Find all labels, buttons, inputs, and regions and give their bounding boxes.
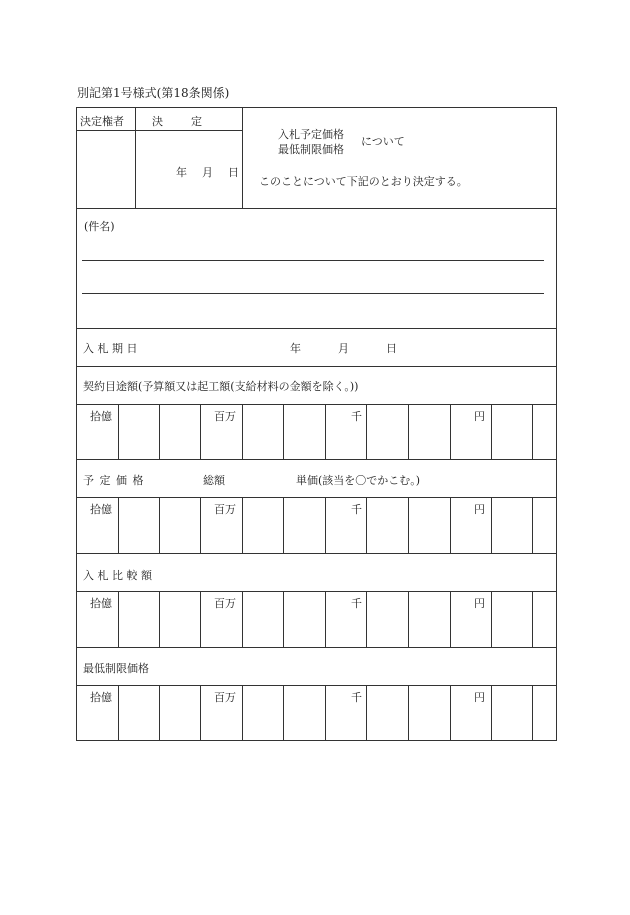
- amount-digit-cell-divider: [491, 591, 492, 647]
- amount-digit-cell-divider: [242, 404, 243, 459]
- amount-unit-label-oku: 拾億: [90, 691, 112, 704]
- amount-digit-cell-divider: [242, 497, 243, 553]
- planned-price-unit-price-label[interactable]: 単価(該当を〇でかこむ。): [296, 474, 421, 487]
- amount-digit-cell-divider: [408, 591, 409, 647]
- amount-digit-cell-divider: [200, 591, 201, 647]
- amount-digit-cell-divider: [450, 404, 451, 459]
- header-divider: [76, 130, 242, 131]
- amount-digit-cell-divider: [408, 404, 409, 459]
- amount-unit-label-thousand: 千: [351, 503, 362, 516]
- amount-digit-cell-divider: [366, 685, 367, 740]
- amount-digit-cell-divider: [200, 404, 201, 459]
- amount-unit-label-million: 百万: [214, 503, 236, 516]
- case-name-line[interactable]: [82, 293, 544, 294]
- amount-unit-label-yen: 円: [474, 597, 485, 610]
- row-divider: [76, 553, 557, 554]
- planned-price-title: 予 定 価 格: [83, 474, 145, 487]
- amount-digit-cell-divider: [325, 404, 326, 459]
- row-divider: [76, 328, 557, 329]
- bid-date-label: 入 札 期 日: [83, 342, 138, 355]
- amount-unit-label-yen: 円: [474, 691, 485, 704]
- amount-digit-cell-divider: [242, 685, 243, 740]
- planned-price-total-label[interactable]: 総額: [203, 474, 225, 487]
- frame-left: [76, 107, 77, 741]
- subject-about: について: [361, 135, 405, 148]
- amount-digit-cell-divider: [325, 497, 326, 553]
- row-divider: [76, 591, 557, 592]
- amount-unit-label-thousand: 千: [351, 597, 362, 610]
- subject-line-minimum-price: 最低制限価格: [278, 143, 344, 156]
- amount-digit-cell-divider: [491, 497, 492, 553]
- amount-digit-cell-divider: [532, 404, 533, 459]
- amount-digit-cell-divider: [200, 685, 201, 740]
- bid-comparison-title: 入 札 比 較 額: [83, 569, 152, 582]
- amount-digit-cell-divider: [532, 591, 533, 647]
- amount-digit-cell-divider: [159, 404, 160, 459]
- amount-unit-label-oku: 拾億: [90, 503, 112, 516]
- amount-digit-cell-divider: [159, 685, 160, 740]
- amount-digit-cell-divider: [532, 685, 533, 740]
- amount-digit-cell-divider: [366, 591, 367, 647]
- amount-digit-cell-divider: [118, 404, 119, 459]
- amount-unit-label-thousand: 千: [351, 410, 362, 423]
- amount-digit-cell-divider: [450, 591, 451, 647]
- case-name-label: (件名): [84, 220, 115, 233]
- amount-digit-cell-divider: [159, 591, 160, 647]
- amount-digit-cell-divider: [366, 497, 367, 553]
- row-divider: [76, 685, 557, 686]
- amount-digit-cell-divider: [366, 404, 367, 459]
- header-divider: [242, 107, 243, 209]
- amount-digit-cell-divider: [325, 591, 326, 647]
- amount-unit-label-million: 百万: [214, 597, 236, 610]
- frame-top: [76, 107, 557, 108]
- amount-digit-cell-divider: [242, 591, 243, 647]
- case-name-line[interactable]: [82, 260, 544, 261]
- amount-digit-cell-divider: [450, 497, 451, 553]
- amount-digit-cell-divider: [283, 497, 284, 553]
- subject-line-planned-price: 入札予定価格: [278, 128, 344, 141]
- amount-digit-cell-divider: [408, 497, 409, 553]
- amount-digit-cell-divider: [532, 497, 533, 553]
- amount-digit-cell-divider: [118, 497, 119, 553]
- row-divider: [76, 404, 557, 405]
- header-divider: [135, 107, 136, 209]
- amount-unit-label-thousand: 千: [351, 691, 362, 704]
- amount-digit-cell-divider: [450, 685, 451, 740]
- amount-unit-label-yen: 円: [474, 503, 485, 516]
- row-divider: [76, 497, 557, 498]
- amount-unit-label-million: 百万: [214, 410, 236, 423]
- row-divider: [76, 459, 557, 460]
- row-divider: [76, 366, 557, 367]
- frame-right: [556, 107, 557, 741]
- amount-unit-label-oku: 拾億: [90, 410, 112, 423]
- bid-date-day[interactable]: 日: [386, 342, 397, 355]
- amount-digit-cell-divider: [118, 685, 119, 740]
- frame-bottom: [76, 740, 557, 741]
- header-divider: [76, 208, 557, 209]
- minimum-price-title: 最低制限価格: [83, 662, 149, 675]
- form-title: 別記第1号様式(第18条関係): [77, 86, 230, 100]
- amount-digit-cell-divider: [283, 404, 284, 459]
- amount-digit-cell-divider: [325, 685, 326, 740]
- amount-digit-cell-divider: [491, 685, 492, 740]
- amount-digit-cell-divider: [491, 404, 492, 459]
- amount-digit-cell-divider: [200, 497, 201, 553]
- amount-digit-cell-divider: [283, 685, 284, 740]
- bid-date-month[interactable]: 月: [338, 342, 349, 355]
- decision-text: このことについて下記のとおり決定する。: [259, 175, 468, 188]
- amount-digit-cell-divider: [408, 685, 409, 740]
- amount-unit-label-oku: 拾億: [90, 597, 112, 610]
- row-divider: [76, 647, 557, 648]
- decision-date-field[interactable]: 年 月 日: [176, 166, 241, 179]
- bid-date-year[interactable]: 年: [290, 342, 301, 355]
- contract-estimate-title: 契約目途額(予算額又は起工額(支給材料の金額を除く。)): [83, 380, 359, 393]
- decision-label: 決 定: [152, 115, 204, 128]
- amount-unit-label-million: 百万: [214, 691, 236, 704]
- amount-digit-cell-divider: [159, 497, 160, 553]
- amount-digit-cell-divider: [283, 591, 284, 647]
- amount-unit-label-yen: 円: [474, 410, 485, 423]
- amount-digit-cell-divider: [118, 591, 119, 647]
- authority-label: 決定権者: [80, 115, 124, 128]
